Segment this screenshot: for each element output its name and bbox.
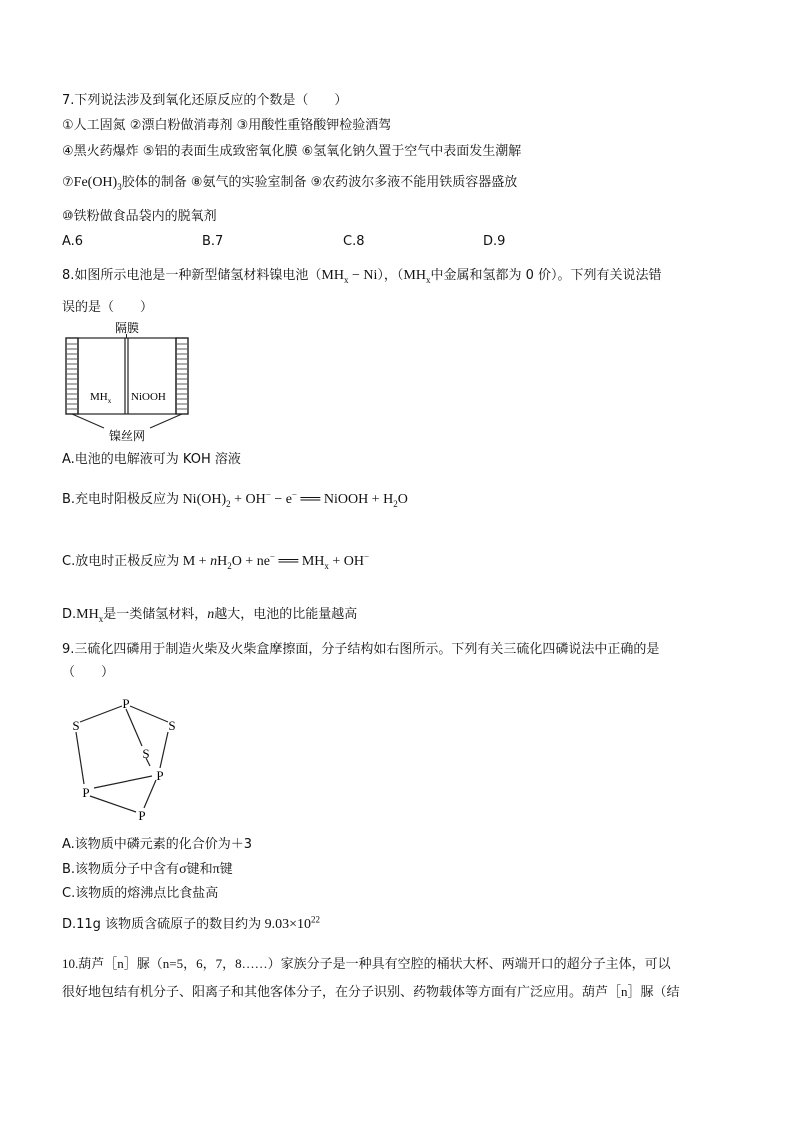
eq-subscript: x (324, 560, 329, 571)
q10-line1: 10.葫芦［n］脲（n=5，6，7，8……）家族分子是一种具有空腔的桶状大杯、两端开口的超分子主体，可以 (62, 956, 671, 971)
q8-optb-equation (179, 489, 408, 509)
q8-stem-text: 8.如图所示电池是一种新型储氢材料镍电池（ (62, 268, 322, 283)
q8-option-b[interactable] (62, 491, 408, 509)
eq-text: O + ne (231, 554, 270, 569)
eq-text: NiOOH + H (323, 492, 394, 507)
label-text: MH (90, 391, 108, 403)
eq-text: Ni(OH) (179, 492, 227, 507)
eq-text: H (217, 554, 228, 569)
atom-p-right: P (156, 768, 164, 783)
option-text: 是一类储氢材料， (103, 607, 208, 622)
q8-optd-formula (76, 607, 103, 622)
atom-s-middle: S (142, 746, 150, 761)
niooh-electrode-label: NiOOH (131, 391, 166, 403)
eq-subscript: 2 (393, 498, 398, 509)
p4s3-molecule-diagram (64, 692, 194, 826)
q9-option-b[interactable] (62, 861, 233, 879)
q8-stem-line1 (62, 267, 662, 285)
battery-left-electrode (66, 338, 78, 414)
q7-stem: 7.下列说法涉及到氧化还原反应的个数是（ ） (62, 93, 348, 108)
mesh-pointer-left (72, 414, 104, 428)
q7-items-line4: ⑩铁粉做食品袋内的脱氧剂 (62, 209, 217, 224)
q7-line3-text: 胶体的制备 ⑧氨气的实验室制备 ⑨农药波尔多液不能用铁质容器盛放 (121, 175, 518, 190)
q7-items-line2: ④黑火药爆炸 ⑤铝的表面生成致密氧化膜 ⑥氢氧化钠久置于空气中表面发生潮解 (62, 144, 522, 159)
q7-options (62, 233, 662, 251)
q7-items-line1: ①人工固氮 ②漂白粉做消毒剂 ③用酸性重铬酸钾检验酒驾 (62, 118, 392, 133)
formula-subscript: x (98, 613, 104, 624)
eq-text: M + (179, 554, 211, 569)
q7-option-a[interactable]: A.6 (62, 234, 84, 249)
atom-p-bottom: P (138, 808, 146, 823)
formula-text: − Ni (348, 268, 378, 283)
formula-subscript: x (425, 274, 431, 285)
q9-stem-line1: 9.三硫化四磷用于制造火柴及火柴盒摩擦面，分子结构如右图所示。下列有关三硫化四磷说法中正确的是 (62, 642, 660, 657)
atom-p-top: P (122, 696, 130, 711)
number-exponent: 22 (310, 914, 320, 925)
option-text: 键和 (186, 862, 213, 877)
q7-fe-oh3-formula (74, 175, 122, 190)
q7-items-line3 (62, 174, 517, 192)
q9-option-a[interactable]: A.该物质中磷元素的化合价为＋3 (62, 837, 253, 852)
option-text: B.充电时阳极反应为 (62, 492, 180, 507)
q8-stem-text: ），（ (377, 268, 404, 283)
pi-symbol: π (212, 862, 220, 877)
atom-s-right: S (168, 718, 176, 733)
eq-superscript: − (269, 551, 275, 562)
eq-superscript: − (291, 489, 297, 500)
eq-arrow: ══ (297, 492, 324, 507)
eq-text: O (397, 492, 408, 507)
q9-stem-line2: （ ） (62, 665, 115, 680)
number-text: 9.03×10 (261, 917, 311, 932)
formula-text: MH (321, 268, 344, 283)
nickel-mesh-label: 镍丝网 (108, 429, 146, 443)
mhx-electrode-label (90, 391, 112, 405)
q9-option-d[interactable] (62, 916, 320, 934)
molecule-bonds (76, 706, 168, 812)
formula-subscript: 3 (117, 181, 122, 192)
eq-subscript: 2 (226, 498, 231, 509)
battery-right-electrode (176, 338, 188, 414)
membrane-label: 隔膜 (114, 321, 140, 335)
variable-n: n (207, 607, 215, 622)
sigma-symbol: σ (179, 862, 187, 877)
formula-text: MH (403, 268, 426, 283)
eq-variable: n (210, 554, 218, 569)
label-subscript: x (107, 397, 112, 405)
option-text: D.11g 该物质含硫原子的数目约为 (62, 917, 262, 932)
option-text: C.放电时正极反应为 (62, 554, 180, 569)
q10-line2: 很好地包结有机分子、阳离子和其他客体分子，在分子识别、药物载体等方面有广泛应用。葫芦［n］脲（结 (62, 984, 680, 999)
q7-option-d[interactable]: D.9 (483, 234, 506, 249)
q9-optd-number (261, 914, 320, 932)
mesh-pointer-right (150, 414, 182, 428)
q7-line3-prefix: ⑦ (62, 175, 74, 190)
q8-stem-line2: 误的是（ ） (62, 300, 154, 315)
q8-formula-mhx (403, 268, 430, 283)
q8-optc-equation (179, 551, 370, 571)
eq-text: MH (301, 554, 325, 569)
q8-option-c[interactable] (62, 553, 369, 571)
option-text: D. (62, 607, 77, 622)
eq-arrow: ══ (275, 554, 302, 569)
eq-text: + OH (328, 554, 365, 569)
eq-superscript: − (265, 489, 271, 500)
battery-diagram (64, 320, 192, 446)
option-text: B.该物质分子中含有 (62, 862, 180, 877)
atom-s-left: S (72, 718, 80, 733)
q8-option-a[interactable]: A.电池的电解液可为 KOH 溶液 (62, 452, 241, 467)
option-text: 越大，电池的比能量越高 (214, 607, 358, 622)
eq-subscript: 2 (227, 560, 232, 571)
formula-subscript: x (343, 274, 349, 285)
eq-text: + OH (230, 492, 266, 507)
q8-stem-text: 中金属和氢都为 0 价）。下列有关说法错 (430, 268, 662, 283)
formula-text: Fe(OH) (73, 175, 118, 190)
q8-option-d[interactable] (62, 606, 357, 624)
q8-formula-mhx-ni (321, 268, 377, 283)
option-text: 键 (219, 862, 233, 877)
eq-text: − e (270, 492, 292, 507)
q9-option-c[interactable]: C.该物质的熔沸点比食盐高 (62, 886, 219, 901)
atom-p-left: P (82, 785, 90, 800)
eq-superscript: − (364, 551, 370, 562)
q7-option-c[interactable]: C.8 (343, 234, 365, 249)
q7-option-b[interactable]: B.7 (202, 234, 224, 249)
formula-text: MH (76, 607, 99, 622)
